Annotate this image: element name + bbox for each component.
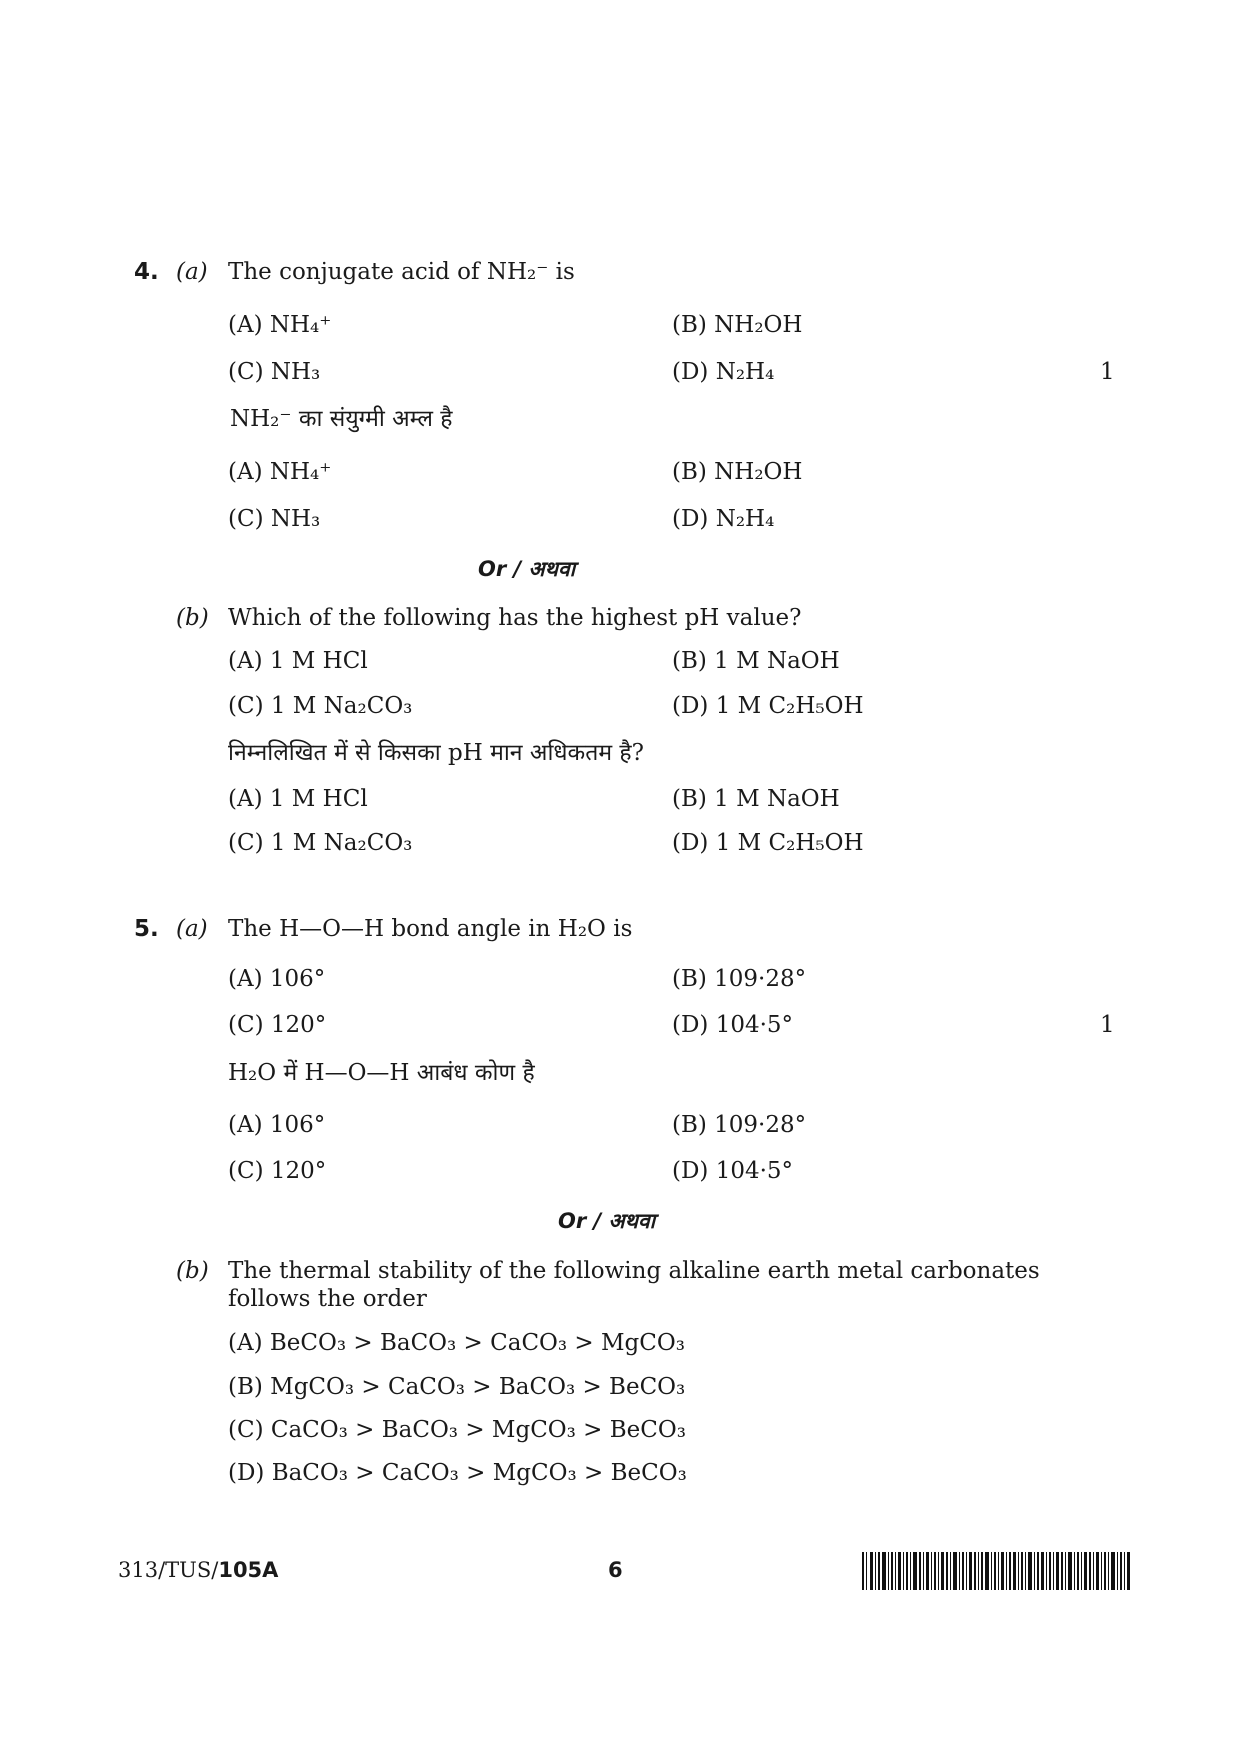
option-b: (B) 1 M NaOH — [672, 786, 840, 812]
option-a: (A) 106° — [228, 966, 326, 992]
option-c: (C) NH₃ — [228, 359, 321, 385]
option-c: (C) 1 M Na₂CO₃ — [228, 830, 413, 856]
or-divider: Or / अथवा — [478, 557, 576, 581]
question-stem-hindi: निम्नलिखित में से किसका pH मान अधिकतम है? — [228, 740, 644, 766]
option-b: (B) NH₂OH — [672, 312, 803, 338]
option-a: (A) 106° — [228, 1112, 326, 1138]
paper-code-bold: 105A — [218, 1558, 279, 1582]
option-a: (A) 1 M HCl — [228, 786, 368, 812]
part-label: (b) — [176, 1258, 209, 1284]
option-d: (D) N₂H₄ — [672, 359, 775, 385]
question-stem: The H—O—H bond angle in H₂O is — [228, 916, 633, 942]
option-c: (C) 120° — [228, 1012, 327, 1038]
option-c: (C) NH₃ — [228, 506, 321, 532]
question-stem: The conjugate acid of NH₂⁻ is — [228, 259, 575, 285]
option-a: (A) NH₄⁺ — [228, 459, 332, 485]
marks: 1 — [1100, 359, 1115, 385]
option-d: (D) 1 M C₂H₅OH — [672, 693, 864, 719]
part-label: (a) — [176, 916, 208, 942]
option-d: (D) 1 M C₂H₅OH — [672, 830, 864, 856]
question-number: 4. — [134, 259, 159, 285]
option-b: (B) NH₂OH — [672, 459, 803, 485]
option-a: (A) 1 M HCl — [228, 648, 368, 674]
option-c: (C) CaCO₃ > BaCO₃ > MgCO₃ > BeCO₃ — [228, 1417, 686, 1443]
option-b: (B) MgCO₃ > CaCO₃ > BaCO₃ > BeCO₃ — [228, 1374, 686, 1400]
option-a: (A) BeCO₃ > BaCO₃ > CaCO₃ > MgCO₃ — [228, 1330, 685, 1356]
option-c: (C) 120° — [228, 1158, 327, 1184]
question-stem-hindi: NH₂⁻ का संयुग्मी अम्ल है — [230, 406, 453, 432]
option-b: (B) 1 M NaOH — [672, 648, 840, 674]
option-b: (B) 109·28° — [672, 1112, 807, 1138]
marks: 1 — [1100, 1012, 1115, 1038]
question-stem-hindi: H₂O में H—O—H आबंध कोण है — [228, 1060, 535, 1086]
paper-code-prefix: 313/TUS/ — [118, 1558, 219, 1582]
paper-code — [118, 1555, 278, 1585]
barcode-icon — [862, 1552, 1130, 1590]
part-label: (a) — [176, 259, 208, 285]
or-divider: Or / अथवा — [558, 1209, 656, 1233]
page-number: 6 — [608, 1558, 623, 1582]
option-c: (C) 1 M Na₂CO₃ — [228, 693, 413, 719]
part-label: (b) — [176, 605, 209, 631]
option-b: (B) 109·28° — [672, 966, 807, 992]
option-d: (D) BaCO₃ > CaCO₃ > MgCO₃ > BeCO₃ — [228, 1460, 687, 1486]
question-stem: Which of the following has the highest pH value? — [228, 605, 802, 631]
question-stem-line1: The thermal stability of the following alkaline earth metal carbonates — [228, 1258, 1040, 1284]
option-d: (D) N₂H₄ — [672, 506, 775, 532]
option-d: (D) 104·5° — [672, 1158, 794, 1184]
option-a: (A) NH₄⁺ — [228, 312, 332, 338]
question-number: 5. — [134, 916, 159, 942]
option-d: (D) 104·5° — [672, 1012, 794, 1038]
question-stem-line2: follows the order — [228, 1286, 427, 1312]
